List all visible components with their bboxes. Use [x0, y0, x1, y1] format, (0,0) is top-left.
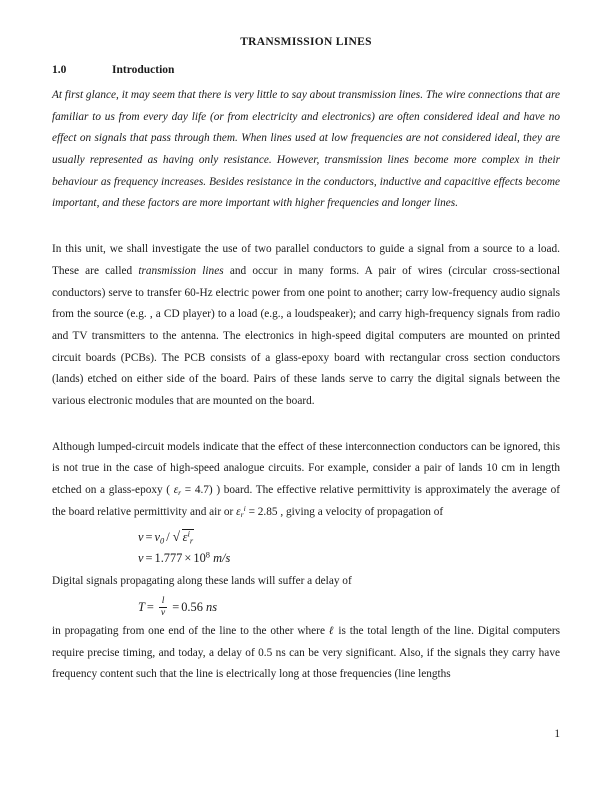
epsilon-operator: = — [184, 484, 192, 496]
paragraph-three-part-three: , giving a velocity of propagation of — [277, 505, 444, 518]
fraction-l-over-v — [159, 596, 167, 618]
section-heading — [52, 64, 560, 76]
square-root-icon — [173, 527, 197, 548]
epsilon-symbol: ε — [173, 484, 179, 496]
epsilon-eff-subscript: r — [240, 509, 244, 519]
inline-math-epsilon-r-eff — [236, 503, 278, 519]
eq-v-lhs: v — [138, 530, 144, 545]
paragraph-three-part-two: ) board. The effective relative permittivity is approximately the average of the board relative permittivity and air or — [52, 484, 560, 518]
eq-v-rhs-symbol: v — [154, 530, 160, 545]
paragraph-three-part-one: Although lumped-circuit models indicate that the effect of these interconnection conductors can be ignored, this is not true in the case of high-speed analogue circuits. For example, consider a pair of lands 10 cm in length etched on a glass-epoxy ( — [52, 440, 560, 496]
eq-vv-operator: = — [145, 551, 153, 566]
equation-delay-formula — [138, 597, 560, 619]
eq-t-operator-two: = — [172, 599, 180, 614]
eq-radicand-superscript: i — [187, 529, 190, 539]
eq-v-divider: / — [166, 530, 170, 545]
intro-paragraph: At first glance, it may seem that there is very little to say about transmission lines. The wire connections that are familiar to us from every day life (or from electricity and electronics) are often considered ideal and have no effect on signals that pass through them. When lines used at low frequencies are not considered ideal, they are usually represented as having only resistance. However, transmission lines become more complex in their behaviour as frequency increases. Besides resistance in the conductors, inductive and capacitive effects become important, and these factors are more important with higher frequencies and longer lines. — [52, 89, 560, 210]
section-title: Introduction — [112, 64, 175, 76]
ell-symbol: ℓ — [328, 624, 335, 637]
epsilon-eff-operator: = — [248, 505, 255, 518]
page-content — [52, 36, 560, 686]
eq-t-numerator: l — [161, 595, 165, 607]
paragraph-two — [52, 239, 560, 413]
paragraph-two-part-one: In this unit, we shall investigate the use of two parallel conductors to guide a signal from a source to a load. These are called — [52, 243, 560, 277]
eq-vv-units: m/s — [213, 551, 231, 566]
eq-vv-base: 10 — [193, 551, 206, 566]
eq-v-operator: = — [145, 530, 153, 545]
eq-t-operator-one: = — [146, 599, 154, 614]
equation-block-velocity — [52, 527, 560, 569]
eq-vv-times: × — [184, 551, 192, 566]
eq-radicand-subscript: r — [189, 535, 194, 546]
eq-v-rhs-subscript: 0 — [160, 535, 165, 546]
paragraph-five — [52, 621, 560, 686]
eq-t-lhs: T — [138, 599, 145, 614]
epsilon-eff-symbol: ε — [236, 505, 241, 518]
paragraph-five-part-one: in propagating from one end of the line to the other where — [52, 624, 329, 637]
page-number: 1 — [554, 728, 560, 740]
paragraph-four: Digital signals propagating along these lands will suffer a delay of — [52, 575, 352, 588]
epsilon-eff-superscript: i — [243, 503, 246, 513]
epsilon-eff-value: 2.85 — [257, 505, 278, 518]
document-title: TRANSMISSION LINES — [240, 36, 372, 48]
eq-vv-exponent: 8 — [205, 549, 210, 560]
section-number: 1.0 — [52, 64, 67, 76]
equation-velocity-formula — [138, 527, 560, 548]
paragraph-two-part-two: and occur in many forms. A pair of wires (circular cross-sectional conductors) serve to transfer 60-Hz electric power from one point to another; carry low-frequency audio signals from the source (e.g. , a CD player) to a load (e.g., a loudspeaker); and carry high-frequency signals from radio and TV transmitters to the antenna. The electronics in high-speed digital computers are mounted on printed circuit boards (PCBs). The PCB consists of a glass-epoxy board with rectangular cross section conductors (lands) etched on either side of the board. Pairs of these lands serve to carry the digital signals between the various electronic modules that are mounted on the board. — [52, 264, 560, 407]
paragraph-three — [52, 437, 560, 524]
eq-vv-mantissa: 1.777 — [154, 551, 183, 566]
epsilon-value: 4.7) — [194, 484, 213, 496]
eq-t-value: 0.56 — [181, 599, 203, 614]
italic-term-transmission-lines: transmission lines — [138, 264, 224, 277]
equation-block-delay — [52, 597, 560, 619]
paragraph-five-part-two: is the total length of the line. Digital computers require precise timing, and today, a delay of 0.5 ns can be very significant. Also, if the signals they carry have frequency content such that the line is electrically long at those frequencies (line lengths — [52, 624, 561, 681]
epsilon-subscript: r — [178, 488, 182, 498]
eq-radicand-symbol: ε — [182, 530, 188, 545]
equation-velocity-value — [138, 548, 560, 569]
eq-vv-lhs: v — [138, 551, 144, 566]
inline-math-epsilon-r — [174, 484, 213, 496]
eq-t-units: ns — [206, 599, 218, 614]
eq-t-denominator: v — [160, 606, 166, 618]
